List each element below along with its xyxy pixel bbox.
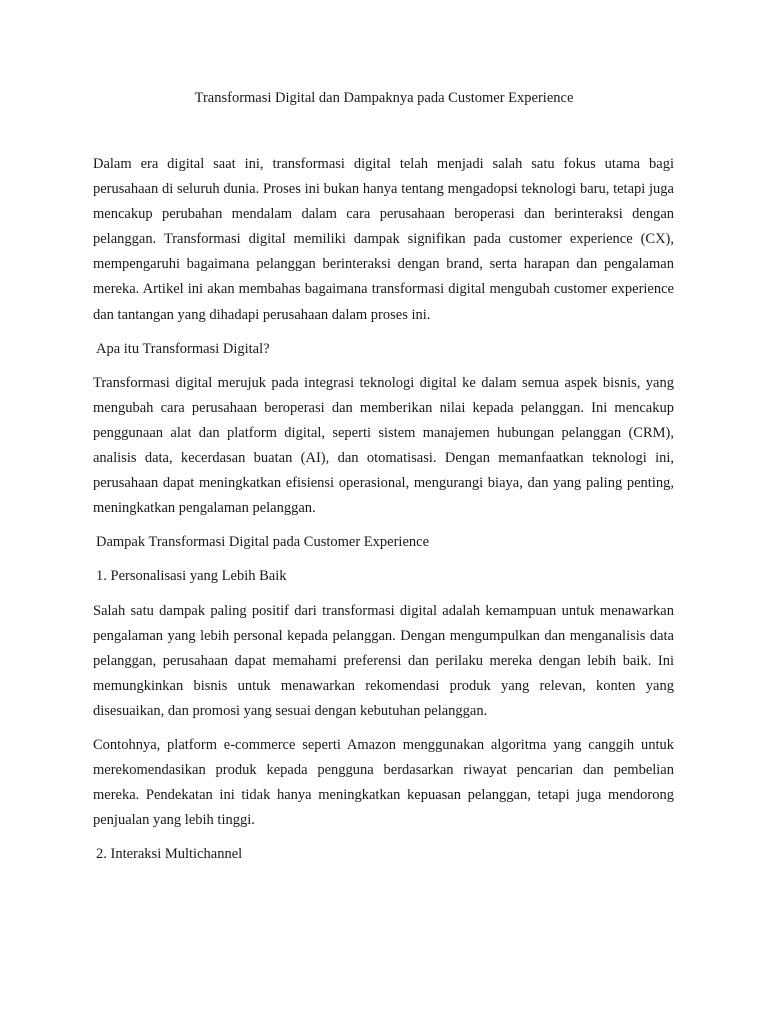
intro-paragraph: Dalam era digital saat ini, transformasi digital telah menjadi salah satu fokus utama bagi perusahaan di seluruh dunia. Proses ini bukan hanya tentang mengadopsi teknologi baru, tetapi juga mencakup perubahan mendalam dalam cara perusahaan beroperasi dan berinteraksi dengan pelanggan. Transformasi digital memiliki dampak signifikan pada customer experience (CX), mempengaruhi bagaimana pelanggan berinteraksi dengan brand, serta harapan dan pengalaman mereka. Artikel ini akan membahas bagaimana transformasi digital mengubah customer experience dan tantangan yang dihadapi perusahaan dalam proses ini. bbox=[93, 156, 674, 323]
section-heading-what-is: Apa itu Transformasi Digital? bbox=[96, 340, 270, 357]
subheading-multichannel: 2. Interaksi Multichannel bbox=[96, 846, 243, 863]
definition-paragraph: Transformasi digital merujuk pada integrasi teknologi digital ke dalam semua aspek bisnis, yang mengubah cara perusahaan beroperasi dan memberikan nilai kepada pelanggan. Ini mencakup penggunaan alat dan platform digital, seperti sistem manajemen hubungan pelanggan (CRM), analisis data, kecerdasan buatan (AI), dan otomatisasi. Dengan memanfaatkan teknologi ini, perusahaan dapat meningkatkan efisiensi operasional, mengurangi biaya, dan yang paling penting, meningkatkan pengalaman pelanggan. bbox=[93, 374, 674, 517]
document-body bbox=[93, 152, 674, 867]
subheading-personalization: 1. Personalisasi yang Lebih Baik bbox=[96, 568, 287, 585]
section-heading-impact: Dampak Transformasi Digital pada Customer Experience bbox=[96, 534, 430, 551]
personalization-paragraph: Salah satu dampak paling positif dari transformasi digital adalah kemampuan untuk menawarkan pengalaman yang lebih personal kepada pelanggan. Dengan mengumpulkan dan menganalisis data pelanggan, perusahaan dapat memahami preferensi dan perilaku mereka dengan lebih baik. Ini memungkinkan bisnis untuk menawarkan rekomendasi produk yang relevan, konten yang disesuaikan, dan promosi yang sesuai dengan kebutuhan pelanggan. bbox=[93, 602, 674, 719]
example-paragraph: Contohnya, platform e-commerce seperti Amazon menggunakan algoritma yang canggih untuk merekomendasikan produk kepada pengguna berdasarkan riwayat pencarian dan pembelian mereka. Pendekatan ini tidak hanya meningkatkan kepuasan pelanggan, tetapi juga mendorong penjualan yang lebih tinggi. bbox=[93, 736, 674, 829]
document-title: Transformasi Digital dan Dampaknya pada Customer Experience bbox=[194, 90, 574, 106]
